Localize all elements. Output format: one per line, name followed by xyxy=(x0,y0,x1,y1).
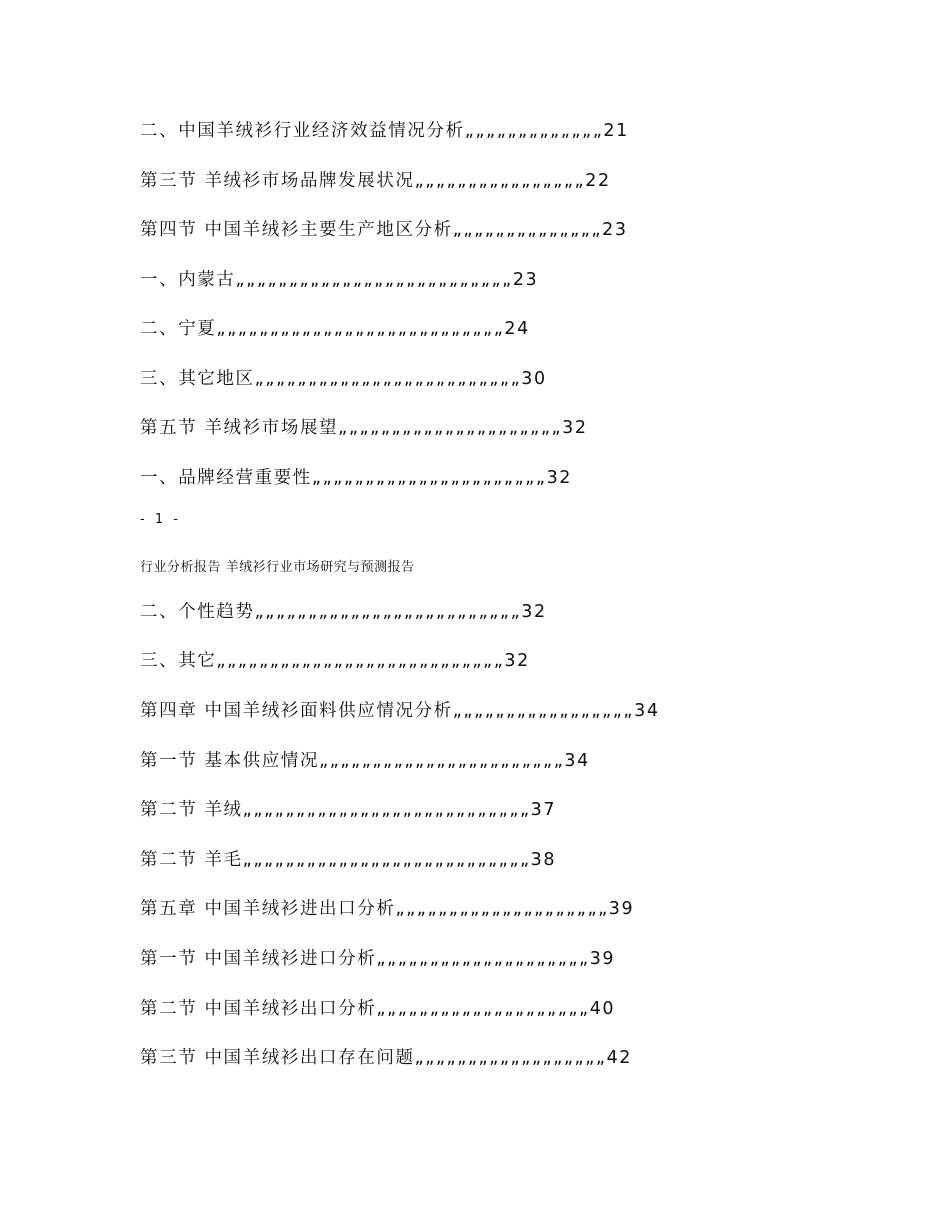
toc-entry xyxy=(140,798,556,822)
toc-title: 第一节 基本供应情况 xyxy=(140,751,320,771)
toc-leader: „„„„„„„„„„„„„„„„„„„„„„„„„ xyxy=(254,602,522,622)
toc-leader: „„„„„„„„„„„„„„ xyxy=(452,220,603,240)
toc-entry xyxy=(140,897,634,921)
toc-leader: „„„„„„„„„„„„„„„„„„„„„„„„„„„ xyxy=(242,800,531,820)
toc-title: 一、内蒙古 xyxy=(140,270,236,290)
toc-leader: „„„„„„„„„„„„„„„„„„„„„„„„„„„ xyxy=(216,651,505,671)
toc-leader: „„„„„„„„„„„„„„„„„ xyxy=(452,701,635,721)
toc-entry xyxy=(140,466,572,490)
toc-page: 32 xyxy=(504,651,530,671)
toc-page: 24 xyxy=(504,319,530,339)
toc-page: 37 xyxy=(530,800,557,820)
toc-page: 34 xyxy=(564,751,590,771)
toc-page: 23 xyxy=(602,220,628,240)
toc-leader: „„„„„„„„„„„„„„„„„„„„„„„„„„ xyxy=(235,270,513,290)
toc-leader: „„„„„„„„„„„„„„„„„„ xyxy=(414,1048,607,1068)
toc-entry xyxy=(140,649,530,673)
toc-title: 第三节 羊绒衫市场品牌发展状况 xyxy=(140,171,415,191)
toc-title: 第三节 中国羊绒衫出口存在问题 xyxy=(140,1048,415,1068)
toc-title: 一、品牌经营重要性 xyxy=(140,468,312,488)
toc-leader: „„„„„„„„„„„„„„„„„„„„ xyxy=(376,999,590,1019)
toc-leader: „„„„„„„„„„„„„„„„„„„„„ xyxy=(338,418,563,438)
toc-page: 22 xyxy=(585,171,611,191)
toc-entry xyxy=(140,947,615,971)
toc-title: 二、宁夏 xyxy=(140,319,217,339)
toc-leader: „„„„„„„„„„„„„„„„„„„„„„„„„„„ xyxy=(242,850,531,870)
running-header: 行业分析报告 羊绒衫行业市场研究与预测报告 xyxy=(140,560,415,575)
toc-title: 第一节 中国羊绒衫进口分析 xyxy=(140,949,377,969)
toc-title: 第二节 羊毛 xyxy=(140,850,243,870)
page-number: - 1 - xyxy=(140,512,181,527)
toc-title: 第四章 中国羊绒衫面料供应情况分析 xyxy=(140,701,453,721)
toc-leader: „„„„„„„„„„„„„„„„„„„„ xyxy=(395,899,609,919)
toc-entry xyxy=(140,268,538,292)
toc-title: 二、中国羊绒衫行业经济效益情况分析 xyxy=(140,121,465,141)
toc-entry xyxy=(140,367,547,391)
toc-page: 32 xyxy=(562,418,588,438)
toc-title: 二、个性趋势 xyxy=(140,602,255,622)
toc-title: 三、其它 xyxy=(140,651,217,671)
toc-page: 21 xyxy=(603,121,629,141)
toc-title: 第二节 羊绒 xyxy=(140,800,243,820)
toc-entry xyxy=(140,416,588,440)
toc-leader: „„„„„„„„„„„„„ xyxy=(464,121,604,141)
toc-page: 39 xyxy=(589,949,616,969)
toc-leader: „„„„„„„„„„„„„„„„„„„„„„„„„ xyxy=(254,369,522,389)
toc-title: 三、其它地区 xyxy=(140,369,255,389)
toc-entry xyxy=(140,699,660,723)
toc-page: 34 xyxy=(634,701,660,721)
toc-entry xyxy=(140,749,590,773)
toc-page: 40 xyxy=(589,999,616,1019)
toc-entry xyxy=(140,169,611,193)
toc-page: 42 xyxy=(606,1048,633,1068)
toc-title: 第二节 中国羊绒衫出口分析 xyxy=(140,999,377,1019)
toc-leader: „„„„„„„„„„„„„„„„ xyxy=(414,171,586,191)
toc-entry xyxy=(140,119,629,143)
toc-page: 39 xyxy=(608,899,635,919)
toc-page: 23 xyxy=(512,270,539,290)
toc-entry xyxy=(140,600,547,624)
toc-title: 第五章 中国羊绒衫进出口分析 xyxy=(140,899,396,919)
toc-page: 32 xyxy=(546,468,573,488)
toc-leader: „„„„„„„„„„„„„„„„„„„„ xyxy=(376,949,590,969)
toc-page: 30 xyxy=(521,369,547,389)
toc-leader: „„„„„„„„„„„„„„„„„„„„„„„„„„„ xyxy=(216,319,505,339)
toc-page: 38 xyxy=(530,850,557,870)
toc-title: 第五节 羊绒衫市场展望 xyxy=(140,418,339,438)
toc-leader: „„„„„„„„„„„„„„„„„„„„„„ xyxy=(311,468,547,488)
toc-entry xyxy=(140,218,628,242)
toc-entry xyxy=(140,1046,632,1070)
toc-leader: „„„„„„„„„„„„„„„„„„„„„„„ xyxy=(319,751,565,771)
toc-entry xyxy=(140,848,556,872)
toc-entry xyxy=(140,317,530,341)
toc-entry xyxy=(140,997,615,1021)
toc-title: 第四节 中国羊绒衫主要生产地区分析 xyxy=(140,220,453,240)
toc-page: 32 xyxy=(521,602,547,622)
